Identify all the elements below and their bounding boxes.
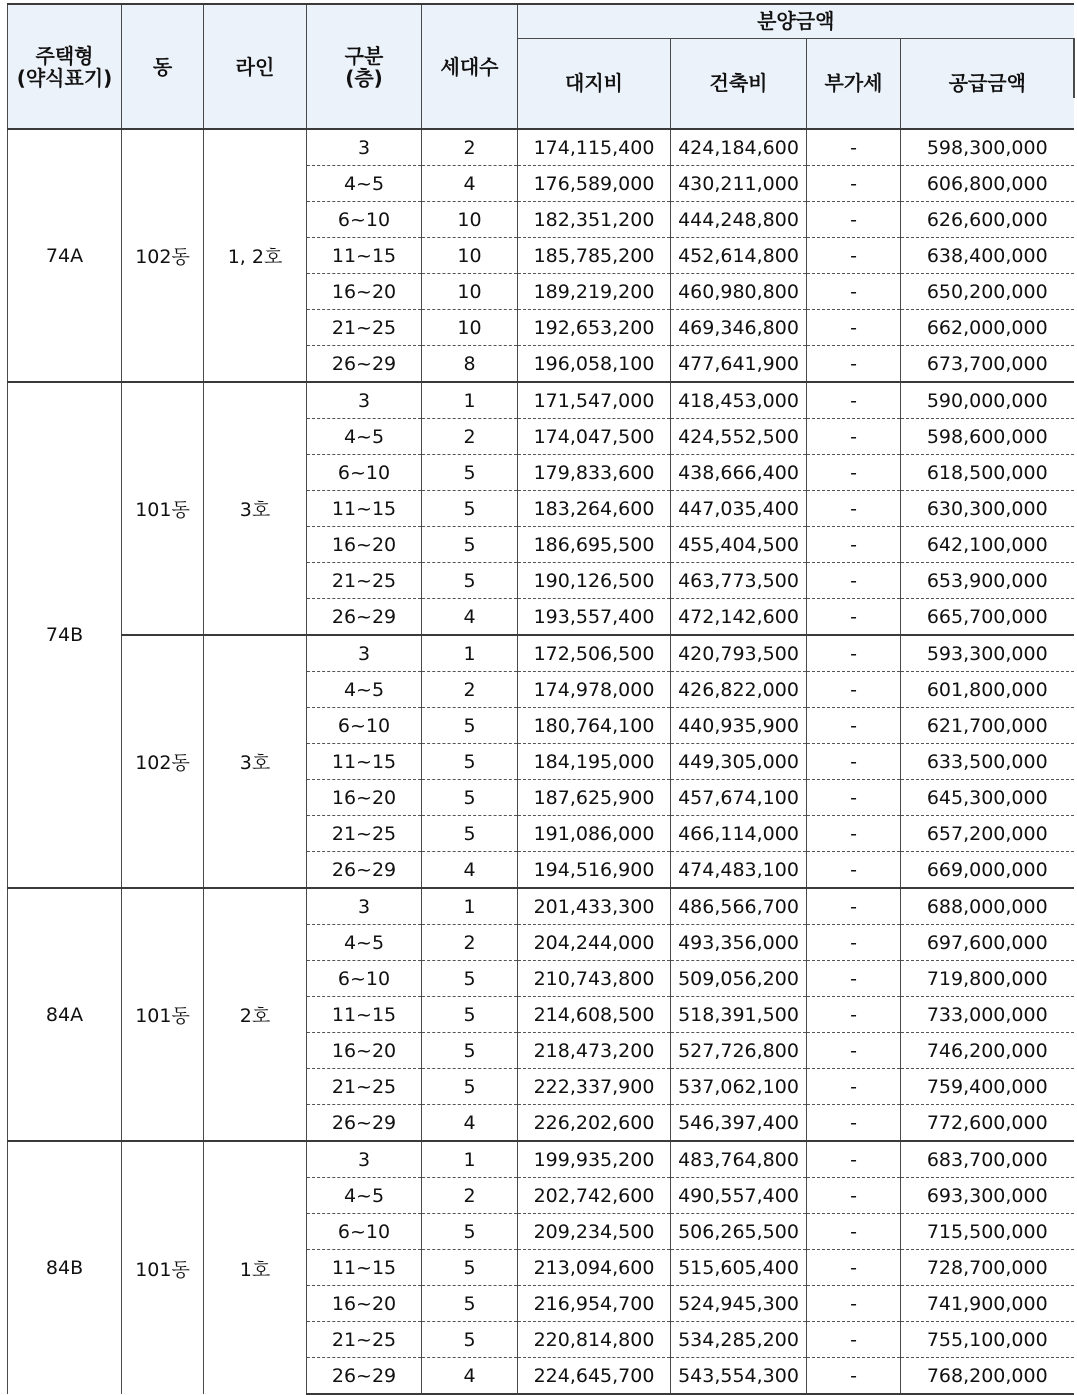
- vat-cell: -: [807, 1358, 901, 1395]
- floor-cell: 21~25: [307, 310, 422, 346]
- building-price-cell: 424,552,500: [671, 419, 807, 455]
- building-price-cell: 534,285,200: [671, 1322, 807, 1358]
- units-cell: 4: [422, 1105, 518, 1142]
- units-cell: 5: [422, 1286, 518, 1322]
- table-body: [8, 129, 1074, 1394]
- units-cell: 2: [422, 129, 518, 166]
- dong-cell: 102동: [122, 129, 204, 382]
- land-price-cell: 174,115,400: [518, 129, 671, 166]
- header-type-line2: (약식표기): [16, 65, 113, 90]
- floor-cell: 11~15: [307, 238, 422, 274]
- building-price-cell: 493,356,000: [671, 925, 807, 961]
- dong-cell: 101동: [122, 1141, 204, 1394]
- land-price-cell: 193,557,400: [518, 599, 671, 636]
- building-price-cell: 447,035,400: [671, 491, 807, 527]
- supply-price-cell: 626,600,000: [901, 202, 1074, 238]
- units-cell: 4: [422, 852, 518, 889]
- vat-cell: -: [807, 455, 901, 491]
- supply-price-cell: 662,000,000: [901, 310, 1074, 346]
- vat-cell: -: [807, 672, 901, 708]
- building-price-cell: 430,211,000: [671, 166, 807, 202]
- type-cell: 74A: [8, 129, 122, 382]
- floor-cell: 26~29: [307, 1358, 422, 1395]
- floor-cell: 21~25: [307, 563, 422, 599]
- supply-price-cell: 741,900,000: [901, 1286, 1074, 1322]
- floor-cell: 11~15: [307, 744, 422, 780]
- floor-cell: 6~10: [307, 202, 422, 238]
- units-cell: 5: [422, 1214, 518, 1250]
- land-price-cell: 216,954,700: [518, 1286, 671, 1322]
- land-price-cell: 218,473,200: [518, 1033, 671, 1069]
- supply-price-cell: 650,200,000: [901, 274, 1074, 310]
- vat-cell: -: [807, 1069, 901, 1105]
- vat-cell: -: [807, 1105, 901, 1142]
- land-price-cell: 201,433,300: [518, 888, 671, 925]
- building-price-cell: 466,114,000: [671, 816, 807, 852]
- floor-cell: 3: [307, 382, 422, 419]
- land-price-cell: 172,506,500: [518, 635, 671, 672]
- supply-price-cell: 630,300,000: [901, 491, 1074, 527]
- vat-cell: -: [807, 527, 901, 563]
- units-cell: 5: [422, 816, 518, 852]
- building-price-cell: 457,674,100: [671, 780, 807, 816]
- vat-cell: -: [807, 1322, 901, 1358]
- units-cell: 2: [422, 925, 518, 961]
- floor-cell: 11~15: [307, 1250, 422, 1286]
- floor-cell: 26~29: [307, 346, 422, 383]
- supply-price-cell: 665,700,000: [901, 599, 1074, 636]
- building-price-cell: 426,822,000: [671, 672, 807, 708]
- units-cell: 1: [422, 635, 518, 672]
- land-price-cell: 226,202,600: [518, 1105, 671, 1142]
- supply-price-cell: 715,500,000: [901, 1214, 1074, 1250]
- building-price-cell: 477,641,900: [671, 346, 807, 383]
- vat-cell: -: [807, 780, 901, 816]
- header-floor-line1: 구분: [344, 43, 384, 68]
- land-price-cell: 213,094,600: [518, 1250, 671, 1286]
- supply-price-cell: 728,700,000: [901, 1250, 1074, 1286]
- units-cell: 1: [422, 1141, 518, 1178]
- floor-cell: 26~29: [307, 1105, 422, 1142]
- land-price-cell: 189,219,200: [518, 274, 671, 310]
- building-price-cell: 438,666,400: [671, 455, 807, 491]
- header-line: 라인: [204, 4, 307, 129]
- building-price-cell: 418,453,000: [671, 382, 807, 419]
- line-cell: 1호: [204, 1141, 307, 1394]
- land-price-cell: 184,195,000: [518, 744, 671, 780]
- line-cell: 3호: [204, 635, 307, 888]
- building-price-cell: 490,557,400: [671, 1178, 807, 1214]
- vat-cell: -: [807, 961, 901, 997]
- floor-cell: 26~29: [307, 599, 422, 636]
- supply-price-cell: 606,800,000: [901, 166, 1074, 202]
- supply-price-cell: 719,800,000: [901, 961, 1074, 997]
- building-price-cell: 515,605,400: [671, 1250, 807, 1286]
- land-price-cell: 174,047,500: [518, 419, 671, 455]
- floor-cell: 16~20: [307, 780, 422, 816]
- vat-cell: -: [807, 816, 901, 852]
- vat-cell: -: [807, 1214, 901, 1250]
- land-price-cell: 182,351,200: [518, 202, 671, 238]
- header-type-line1: 주택형: [35, 43, 94, 68]
- units-cell: 10: [422, 274, 518, 310]
- units-cell: 5: [422, 744, 518, 780]
- building-price-cell: 486,566,700: [671, 888, 807, 925]
- supply-price-cell: 657,200,000: [901, 816, 1074, 852]
- units-cell: 4: [422, 1358, 518, 1395]
- floor-cell: 3: [307, 129, 422, 166]
- floor-cell: 6~10: [307, 455, 422, 491]
- land-price-cell: 191,086,000: [518, 816, 671, 852]
- floor-cell: 3: [307, 888, 422, 925]
- units-cell: 4: [422, 166, 518, 202]
- units-cell: 5: [422, 780, 518, 816]
- land-price-cell: 174,978,000: [518, 672, 671, 708]
- supply-price-cell: 642,100,000: [901, 527, 1074, 563]
- supply-price-cell: 693,300,000: [901, 1178, 1074, 1214]
- price-table: [7, 3, 1074, 1395]
- building-price-cell: 537,062,100: [671, 1069, 807, 1105]
- land-price-cell: 171,547,000: [518, 382, 671, 419]
- vat-cell: -: [807, 925, 901, 961]
- header-price-group: 분양금액: [518, 4, 1074, 38]
- building-price-cell: 444,248,800: [671, 202, 807, 238]
- building-price-cell: 543,554,300: [671, 1358, 807, 1395]
- building-price-cell: 527,726,800: [671, 1033, 807, 1069]
- supply-price-cell: 688,000,000: [901, 888, 1074, 925]
- land-price-cell: 202,742,600: [518, 1178, 671, 1214]
- floor-cell: 11~15: [307, 491, 422, 527]
- vat-cell: -: [807, 744, 901, 780]
- land-price-cell: 204,244,000: [518, 925, 671, 961]
- vat-cell: -: [807, 1033, 901, 1069]
- vat-cell: -: [807, 1141, 901, 1178]
- building-price-cell: 449,305,000: [671, 744, 807, 780]
- type-cell: 84B: [8, 1141, 122, 1394]
- vat-cell: -: [807, 1250, 901, 1286]
- vat-cell: -: [807, 491, 901, 527]
- type-cell: 84A: [8, 888, 122, 1141]
- floor-cell: 21~25: [307, 1069, 422, 1105]
- vat-cell: -: [807, 1178, 901, 1214]
- units-cell: 4: [422, 599, 518, 636]
- vat-cell: -: [807, 708, 901, 744]
- header-units: 세대수: [422, 4, 518, 129]
- supply-price-cell: 633,500,000: [901, 744, 1074, 780]
- floor-cell: 21~25: [307, 816, 422, 852]
- land-price-cell: 224,645,700: [518, 1358, 671, 1395]
- header-vat: 부가세: [807, 38, 901, 129]
- land-price-cell: 186,695,500: [518, 527, 671, 563]
- land-price-cell: 209,234,500: [518, 1214, 671, 1250]
- units-cell: 1: [422, 888, 518, 925]
- floor-cell: 4~5: [307, 672, 422, 708]
- floor-cell: 16~20: [307, 1033, 422, 1069]
- building-price-cell: 483,764,800: [671, 1141, 807, 1178]
- land-price-cell: 187,625,900: [518, 780, 671, 816]
- units-cell: 8: [422, 346, 518, 383]
- building-price-cell: 463,773,500: [671, 563, 807, 599]
- line-cell: 2호: [204, 888, 307, 1141]
- units-cell: 10: [422, 238, 518, 274]
- land-price-cell: 196,058,100: [518, 346, 671, 383]
- vat-cell: -: [807, 202, 901, 238]
- column-divider-edge: [1073, 38, 1075, 98]
- supply-price-cell: 733,000,000: [901, 997, 1074, 1033]
- units-cell: 5: [422, 527, 518, 563]
- units-cell: 5: [422, 708, 518, 744]
- units-cell: 5: [422, 455, 518, 491]
- vat-cell: -: [807, 346, 901, 383]
- floor-cell: 4~5: [307, 166, 422, 202]
- building-price-cell: 440,935,900: [671, 708, 807, 744]
- supply-price-cell: 601,800,000: [901, 672, 1074, 708]
- land-price-cell: 185,785,200: [518, 238, 671, 274]
- floor-cell: 4~5: [307, 1178, 422, 1214]
- units-cell: 2: [422, 1178, 518, 1214]
- supply-price-cell: 673,700,000: [901, 346, 1074, 383]
- land-price-cell: 176,589,000: [518, 166, 671, 202]
- building-price-cell: 424,184,600: [671, 129, 807, 166]
- table-row: [8, 888, 1074, 925]
- building-price-cell: 472,142,600: [671, 599, 807, 636]
- building-price-cell: 506,265,500: [671, 1214, 807, 1250]
- table-header: [8, 4, 1074, 129]
- type-cell: 74B: [8, 382, 122, 888]
- supply-price-cell: 768,200,000: [901, 1358, 1074, 1395]
- vat-cell: -: [807, 129, 901, 166]
- header-land: 대지비: [518, 38, 671, 129]
- building-price-cell: 469,346,800: [671, 310, 807, 346]
- supply-price-cell: 621,700,000: [901, 708, 1074, 744]
- units-cell: 5: [422, 961, 518, 997]
- units-cell: 5: [422, 1250, 518, 1286]
- units-cell: 1: [422, 382, 518, 419]
- supply-price-cell: 590,000,000: [901, 382, 1074, 419]
- floor-cell: 3: [307, 635, 422, 672]
- units-cell: 5: [422, 997, 518, 1033]
- building-price-cell: 524,945,300: [671, 1286, 807, 1322]
- supply-price-cell: 683,700,000: [901, 1141, 1074, 1178]
- header-floor: [307, 4, 422, 129]
- vat-cell: -: [807, 166, 901, 202]
- supply-price-cell: 669,000,000: [901, 852, 1074, 889]
- vat-cell: -: [807, 852, 901, 889]
- supply-price-cell: 746,200,000: [901, 1033, 1074, 1069]
- building-price-cell: 518,391,500: [671, 997, 807, 1033]
- building-price-cell: 509,056,200: [671, 961, 807, 997]
- vat-cell: -: [807, 310, 901, 346]
- building-price-cell: 420,793,500: [671, 635, 807, 672]
- building-price-cell: 546,397,400: [671, 1105, 807, 1142]
- supply-price-cell: 593,300,000: [901, 635, 1074, 672]
- supply-price-cell: 638,400,000: [901, 238, 1074, 274]
- dong-cell: 102동: [122, 635, 204, 888]
- building-price-cell: 455,404,500: [671, 527, 807, 563]
- vat-cell: -: [807, 997, 901, 1033]
- land-price-cell: 183,264,600: [518, 491, 671, 527]
- header-building: 건축비: [671, 38, 807, 129]
- floor-cell: 6~10: [307, 961, 422, 997]
- floor-cell: 11~15: [307, 997, 422, 1033]
- floor-cell: 4~5: [307, 925, 422, 961]
- table-row: [8, 129, 1074, 166]
- line-cell: 3호: [204, 382, 307, 635]
- building-price-cell: 460,980,800: [671, 274, 807, 310]
- dong-cell: 101동: [122, 382, 204, 635]
- table-row: [8, 1141, 1074, 1178]
- header-floor-line2: (층): [345, 65, 383, 90]
- header-type: [8, 4, 122, 129]
- land-price-cell: 192,653,200: [518, 310, 671, 346]
- land-price-cell: 194,516,900: [518, 852, 671, 889]
- header-supply: 공급금액: [901, 38, 1074, 129]
- vat-cell: -: [807, 274, 901, 310]
- header-dong: 동: [122, 4, 204, 129]
- units-cell: 5: [422, 1033, 518, 1069]
- land-price-cell: 199,935,200: [518, 1141, 671, 1178]
- floor-cell: 6~10: [307, 708, 422, 744]
- vat-cell: -: [807, 599, 901, 636]
- land-price-cell: 214,608,500: [518, 997, 671, 1033]
- dong-cell: 101동: [122, 888, 204, 1141]
- supply-price-cell: 598,600,000: [901, 419, 1074, 455]
- floor-cell: 6~10: [307, 1214, 422, 1250]
- building-price-cell: 474,483,100: [671, 852, 807, 889]
- vat-cell: -: [807, 419, 901, 455]
- units-cell: 5: [422, 1069, 518, 1105]
- land-price-cell: 180,764,100: [518, 708, 671, 744]
- vat-cell: -: [807, 563, 901, 599]
- land-price-cell: 220,814,800: [518, 1322, 671, 1358]
- supply-price-cell: 653,900,000: [901, 563, 1074, 599]
- units-cell: 5: [422, 491, 518, 527]
- floor-cell: 26~29: [307, 852, 422, 889]
- units-cell: 2: [422, 672, 518, 708]
- vat-cell: -: [807, 238, 901, 274]
- units-cell: 2: [422, 419, 518, 455]
- land-price-cell: 222,337,900: [518, 1069, 671, 1105]
- supply-price-cell: 697,600,000: [901, 925, 1074, 961]
- units-cell: 10: [422, 310, 518, 346]
- floor-cell: 21~25: [307, 1322, 422, 1358]
- supply-price-cell: 618,500,000: [901, 455, 1074, 491]
- land-price-cell: 190,126,500: [518, 563, 671, 599]
- vat-cell: -: [807, 888, 901, 925]
- floor-cell: 16~20: [307, 527, 422, 563]
- line-cell: 1, 2호: [204, 129, 307, 382]
- vat-cell: -: [807, 635, 901, 672]
- supply-price-cell: 772,600,000: [901, 1105, 1074, 1142]
- table-row: [8, 382, 1074, 419]
- floor-cell: 3: [307, 1141, 422, 1178]
- land-price-cell: 210,743,800: [518, 961, 671, 997]
- vat-cell: -: [807, 382, 901, 419]
- supply-price-cell: 598,300,000: [901, 129, 1074, 166]
- supply-price-cell: 759,400,000: [901, 1069, 1074, 1105]
- floor-cell: 4~5: [307, 419, 422, 455]
- land-price-cell: 179,833,600: [518, 455, 671, 491]
- supply-price-cell: 645,300,000: [901, 780, 1074, 816]
- units-cell: 5: [422, 563, 518, 599]
- supply-price-cell: 755,100,000: [901, 1322, 1074, 1358]
- units-cell: 5: [422, 1322, 518, 1358]
- table-row: [8, 635, 1074, 672]
- building-price-cell: 452,614,800: [671, 238, 807, 274]
- floor-cell: 16~20: [307, 274, 422, 310]
- units-cell: 10: [422, 202, 518, 238]
- vat-cell: -: [807, 1286, 901, 1322]
- floor-cell: 16~20: [307, 1286, 422, 1322]
